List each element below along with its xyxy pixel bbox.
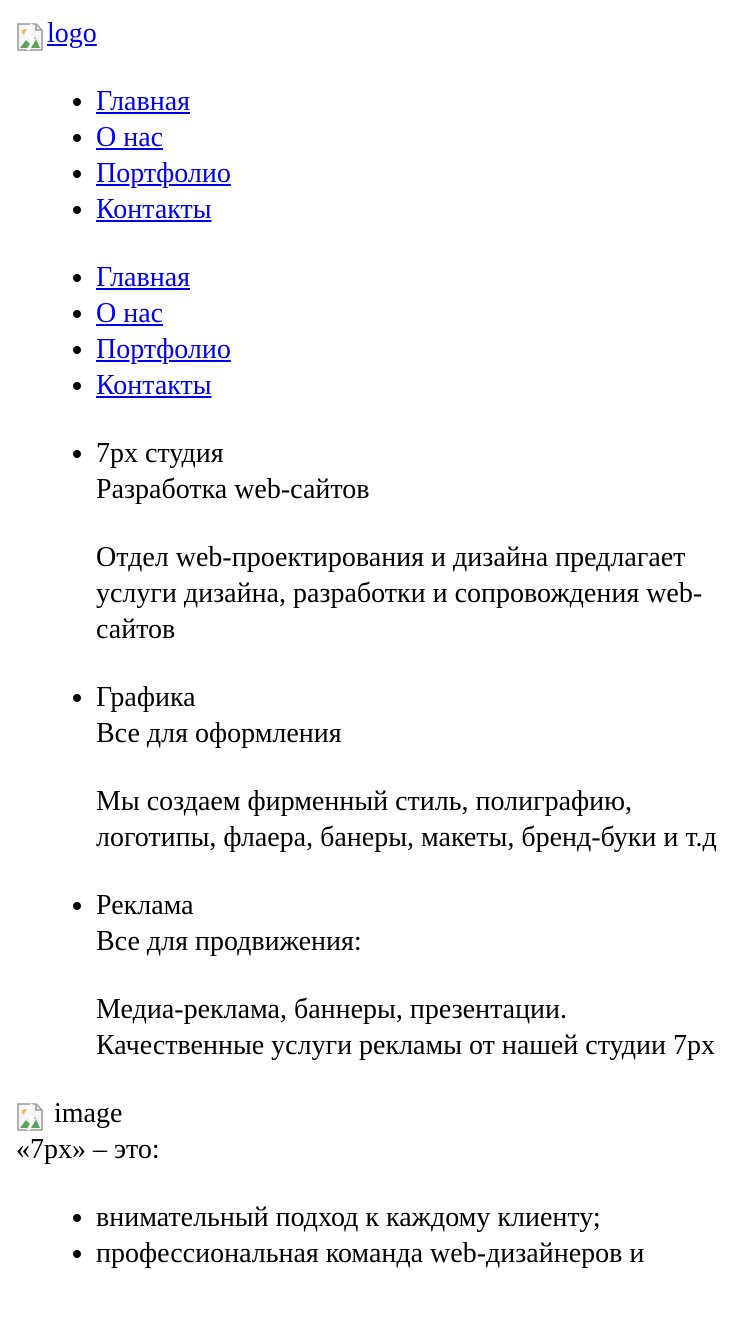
service-item bbox=[96, 436, 734, 648]
header bbox=[16, 16, 734, 52]
service-description: Медиа-реклама, баннеры, презентации. Качественные услуги рекламы от нашей студии 7px bbox=[96, 994, 716, 1061]
broken-image-icon bbox=[16, 22, 44, 52]
service-title: • 7px студия bbox=[96, 438, 224, 469]
nav2-link-about[interactable]: О нас bbox=[96, 298, 164, 329]
about-intro: «7px» – это: bbox=[16, 1134, 160, 1165]
nav-primary-item bbox=[96, 84, 734, 120]
nav-link-contacts[interactable]: Контакты bbox=[96, 194, 212, 225]
service-item bbox=[96, 680, 734, 856]
nav-link-home[interactable]: Главная bbox=[96, 86, 190, 117]
feature-item: • профессиональная команда web-дизайнеров и bbox=[96, 1236, 734, 1272]
nav-secondary-item bbox=[96, 296, 734, 332]
service-title: • Графика bbox=[96, 682, 196, 713]
service-title: • Реклама bbox=[96, 890, 194, 921]
about-image-alt-text: image bbox=[54, 1098, 123, 1129]
service-subtitle: Все для оформления bbox=[96, 718, 342, 749]
nav2-link-home[interactable]: Главная bbox=[96, 262, 190, 293]
nav-link-about[interactable]: О нас bbox=[96, 122, 164, 153]
nav-secondary-item bbox=[96, 260, 734, 296]
about-image bbox=[16, 1096, 734, 1132]
nav-primary-item bbox=[96, 120, 734, 156]
logo-link[interactable] bbox=[16, 16, 97, 52]
nav-secondary-item bbox=[96, 332, 734, 368]
service-subtitle: Разработка web-сайтов bbox=[96, 474, 370, 505]
service-description: Мы создаем фирменный стиль, полиграфию, логотипы, флаера, банеры, макеты, бренд-буки и т.д bbox=[96, 786, 717, 853]
service-description: Отдел web-проектирования и дизайна предлагает услуги дизайна, разработки и сопровождения web-сайтов bbox=[96, 542, 703, 645]
features-list bbox=[16, 1200, 734, 1272]
broken-image-icon bbox=[16, 1102, 44, 1132]
nav-secondary-item bbox=[96, 368, 734, 404]
nav-primary-item bbox=[96, 156, 734, 192]
nav-link-portfolio[interactable]: Портфолио bbox=[96, 158, 231, 189]
nav-secondary bbox=[16, 260, 734, 404]
nav2-link-portfolio[interactable]: Портфолио bbox=[96, 334, 231, 365]
nav-primary bbox=[16, 84, 734, 228]
about-section bbox=[16, 1096, 734, 1272]
logo-alt-text: logo bbox=[47, 18, 97, 49]
service-item bbox=[96, 888, 734, 1064]
nav-primary-item bbox=[96, 192, 734, 228]
feature-item: • внимательный подход к каждому клиенту; bbox=[96, 1200, 734, 1236]
services-list bbox=[16, 436, 734, 1064]
service-subtitle: Все для продвижения: bbox=[96, 926, 362, 957]
nav2-link-contacts[interactable]: Контакты bbox=[96, 370, 212, 401]
